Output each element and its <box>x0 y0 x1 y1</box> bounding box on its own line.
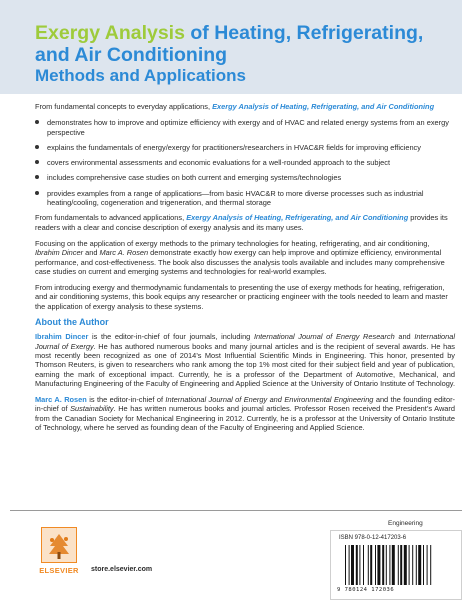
barcode-bar <box>375 545 376 585</box>
focus-and: and <box>83 248 100 258</box>
barcode-bar <box>423 545 424 585</box>
author-name: Marc A. Rosen <box>35 395 87 405</box>
barcode-bar <box>356 545 358 585</box>
book-subtitle: Methods and Applications <box>35 66 246 85</box>
back-cover-body <box>35 102 455 439</box>
focus-author-2: Marc A. Rosen <box>99 248 149 258</box>
feature-item: explains the fundamentals of energy/exergy for practitioners/researchers in HVAC&R fields for improving efficiency <box>35 143 455 152</box>
barcode-bar <box>418 545 421 585</box>
bio-text: and <box>394 332 415 342</box>
author-bio-dincer <box>35 332 455 388</box>
barcode-bar <box>349 545 350 585</box>
journal-name: International Journal of Energy Research <box>253 332 395 342</box>
about-author-heading: About the Author <box>35 317 109 328</box>
elsevier-tree-icon <box>41 527 77 563</box>
barcode-bar <box>430 545 431 585</box>
intro-prefix: From fundamental concepts to everyday applications, <box>35 102 213 111</box>
summary-paragraph <box>35 213 455 232</box>
journal-name: Sustainability <box>70 404 114 414</box>
bio-text: . He has authored numerous books and many journal articles and is the recipient of several awards. He has most recently been recognized as one of 2014’s Most Influential Scientific Minds in Engineering. This honor, presented by Thomson Reuters, is given to researchers who rank among the top 1% most cited for their subject field and year of publication, earning the mark of exceptional impact. Currently, he is a professor of the Department of Automotive, Mechanical, and Manufacturing Engineering of the Faculty of Engineering and Applied Science at the University of Ontario Institute of Technology. <box>35 341 456 388</box>
barcode-bar <box>351 545 354 585</box>
barcode <box>345 545 457 585</box>
feature-item: includes comprehensive case studies on both current and emerging systems/technologies <box>35 173 455 182</box>
barcode-bar <box>363 545 364 585</box>
summary-suffix: provides its readers with a clear and concise description of exergy analysis and its many uses. <box>35 213 448 232</box>
barcode-bar <box>377 545 380 585</box>
closing-paragraph: From introducing exergy and thermodynamic fundamentals to presenting the use of exergy methods for heating, refrigeration, and air conditioning systems, this book equips any researcher or practicing engineer with the tools needed to learn and master the application of exergy analysis to these systems. <box>35 283 448 311</box>
barcode-bar <box>359 545 360 585</box>
barcode-bar <box>345 545 346 585</box>
elsevier-logo <box>34 527 84 583</box>
book-title-bold: Exergy Analysis <box>35 22 185 44</box>
isbn-barcode-panel <box>330 530 462 600</box>
barcode-bar <box>386 545 387 585</box>
barcode-bar <box>404 545 407 585</box>
barcode-bar <box>409 545 410 585</box>
barcode-bar <box>368 545 369 585</box>
feature-item: demonstrates how to improve and optimize efficiency with exergy and of HVAC and related energy systems from an exergy perspective <box>35 118 455 137</box>
barcode-bar <box>400 545 402 585</box>
feature-item: covers environmental assessments and economic evaluations for a well-rounded approach to the subject <box>35 158 455 167</box>
barcode-bar <box>412 545 413 585</box>
focus-paragraph <box>35 239 455 276</box>
barcode-bar <box>389 545 390 585</box>
journal-name: International Journal of Energy and Environmental Engineering <box>165 395 374 405</box>
publisher-name: ELSEVIER <box>39 566 79 575</box>
focus-suffix: demonstrate exactly how exergy can help improve and optimize efficiency, environmental performance, and cost-effectiveness. The book also discusses the analysis tools available and includes many comprehensive case studies on current and emerging systems and technologies for real-world examples. <box>35 248 445 276</box>
barcode-digits: 9 780124 172036 <box>337 587 395 593</box>
barcode-bar <box>398 545 399 585</box>
bio-text: is the editor-in-chief of <box>86 395 166 405</box>
bio-text: . He has written numerous books and journal articles. Professor Rosen received the President’s Award from the Canadian Society for Mechanical Engineering in 2012. Currently, he is a professor at the University of Ontario Institute of Technology, where he served as founding dean of the Faculty of Engineering and Applied Science. <box>35 404 455 433</box>
barcode-bar <box>416 545 417 585</box>
summary-prefix: From fundamentals to advanced applications, <box>35 213 187 223</box>
focus-prefix: Focusing on the application of exergy methods to the primary technologies for heating, refrigerating, and air conditioning, <box>35 238 430 248</box>
summary-book-title: Exergy Analysis of Heating, Refrigerating, and Air Conditioning <box>186 213 409 223</box>
journal-name: International Journal of Exergy <box>35 332 456 351</box>
barcode-bar <box>392 545 395 585</box>
bio-text: and the founding editor-in-chief of <box>35 395 455 414</box>
author-name: Ibrahim Dincer <box>35 332 89 342</box>
book-title-rest: of Heating, Refrigerating, and Air Conditioning <box>35 22 424 66</box>
subject-category: Engineering <box>388 520 423 527</box>
intro-book-title: Exergy Analysis of Heating, Refrigerating, and Air Conditioning <box>212 102 435 111</box>
intro-paragraph <box>35 102 455 111</box>
book-title <box>35 22 455 66</box>
barcode-bar <box>382 545 384 585</box>
header-band <box>0 0 462 94</box>
feature-item: provides examples from a range of applications—from basic HVAC&R to more diverse processes such as industrial heating/cooling, cogeneration and trigeneration, and thermal storage <box>35 189 455 208</box>
isbn-number: ISBN 978-0-12-417203-6 <box>339 535 407 541</box>
bio-text: is the editor-in-chief of four journals, including <box>88 332 254 342</box>
author-bio-rosen <box>35 395 455 432</box>
focus-author-1: Ibrahim Dincer <box>35 248 84 258</box>
footer-divider <box>10 510 462 511</box>
feature-list <box>35 118 455 207</box>
barcode-bar <box>370 545 372 585</box>
barcode-bar <box>427 545 428 585</box>
store-link[interactable]: store.elsevier.com <box>91 566 153 573</box>
